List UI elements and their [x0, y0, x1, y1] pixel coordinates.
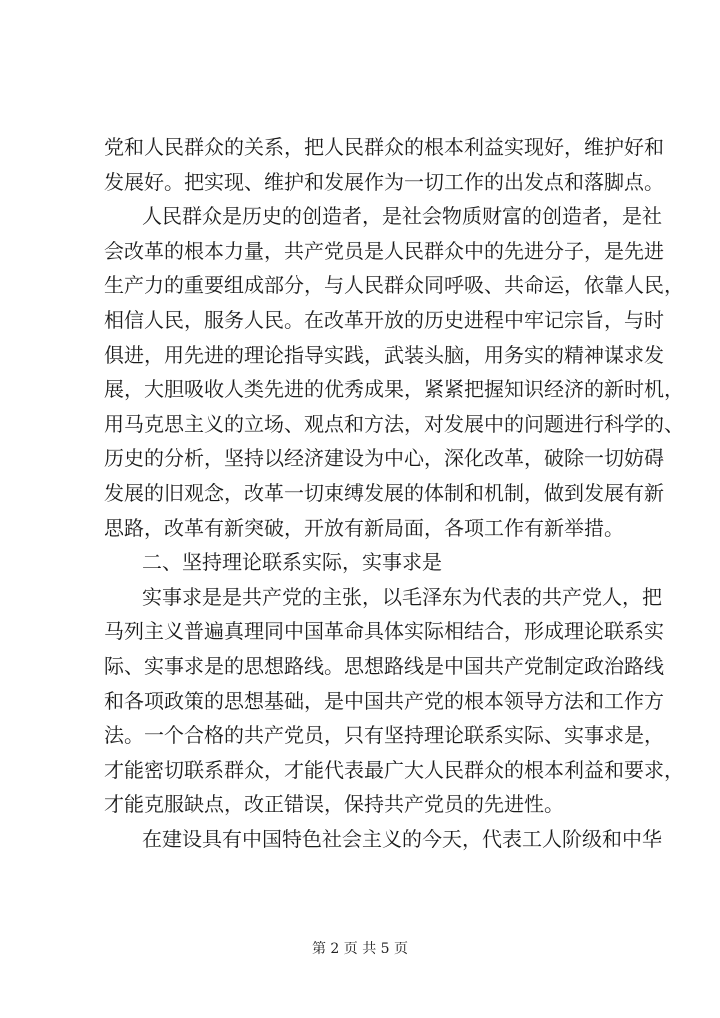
text-line: 用马克思主义的立场、观点和方法，对发展中的问题进行科学的、	[104, 411, 684, 436]
text-line: 在建设具有中国特色社会主义的今天，代表工人阶级和中华	[142, 826, 662, 851]
text-line: 才能密切联系群众，才能代表最广大人民群众的根本利益和要求，	[104, 757, 684, 782]
text-line: 实事求是是共产党的主张，以毛泽东为代表的共产党人，把	[142, 584, 662, 609]
text-line: 法。一个合格的共产党员，只有坚持理论联系实际、实事求是，	[104, 723, 664, 748]
text-line: 党和人民群众的关系，把人民群众的根本利益实现好，维护好和	[104, 135, 664, 159]
body-text	[104, 130, 684, 856]
text-line: 马列主义普遍真理同中国革命具体实际相结合，形成理论联系实	[104, 619, 664, 644]
text-line: 生产力的重要组成部分，与人民群众同呼吸、共命运，依靠人民，	[104, 273, 684, 298]
text-line: 际、实事求是的思想路线。思想路线是中国共产党制定政治路线	[104, 653, 664, 678]
text-line: 相信人民，服务人民。在改革开放的历史进程中牢记宗旨，与时	[104, 307, 664, 332]
text-line: 思路，改革有新突破，开放有新局面，各项工作有新举措。	[104, 515, 624, 540]
text-line: 和各项政策的思想基础，是中国共产党的根本领导方法和工作方	[104, 688, 664, 713]
text-line: 二、坚持理论联系实际，实事求是	[142, 550, 442, 575]
text-line: 会改革的根本力量，共产党员是人民群众中的先进分子，是先进	[104, 238, 664, 263]
text-line: 才能克服缺点，改正错误，保持共产党员的先进性。	[104, 792, 564, 817]
text-line: 俱进，用先进的理论指导实践，武装头脑，用务实的精神谋求发	[104, 342, 664, 367]
page-footer: 第 2 页 共 5 页	[311, 941, 409, 957]
text-line: 发展的旧观念，改革一切束缚发展的体制和机制，做到发展有新	[104, 480, 664, 505]
text-line: 人民群众是历史的创造者，是社会物质财富的创造者，是社	[142, 204, 662, 229]
text-line: 发展好。把实现、维护和发展作为一切工作的出发点和落脚点。	[104, 169, 664, 194]
text-line: 历史的分析，坚持以经济建设为中心，深化改革，破除一切妨碍	[104, 446, 664, 471]
text-line: 展，大胆吸收人类先进的优秀成果，紧紧把握知识经济的新时机，	[104, 377, 684, 402]
